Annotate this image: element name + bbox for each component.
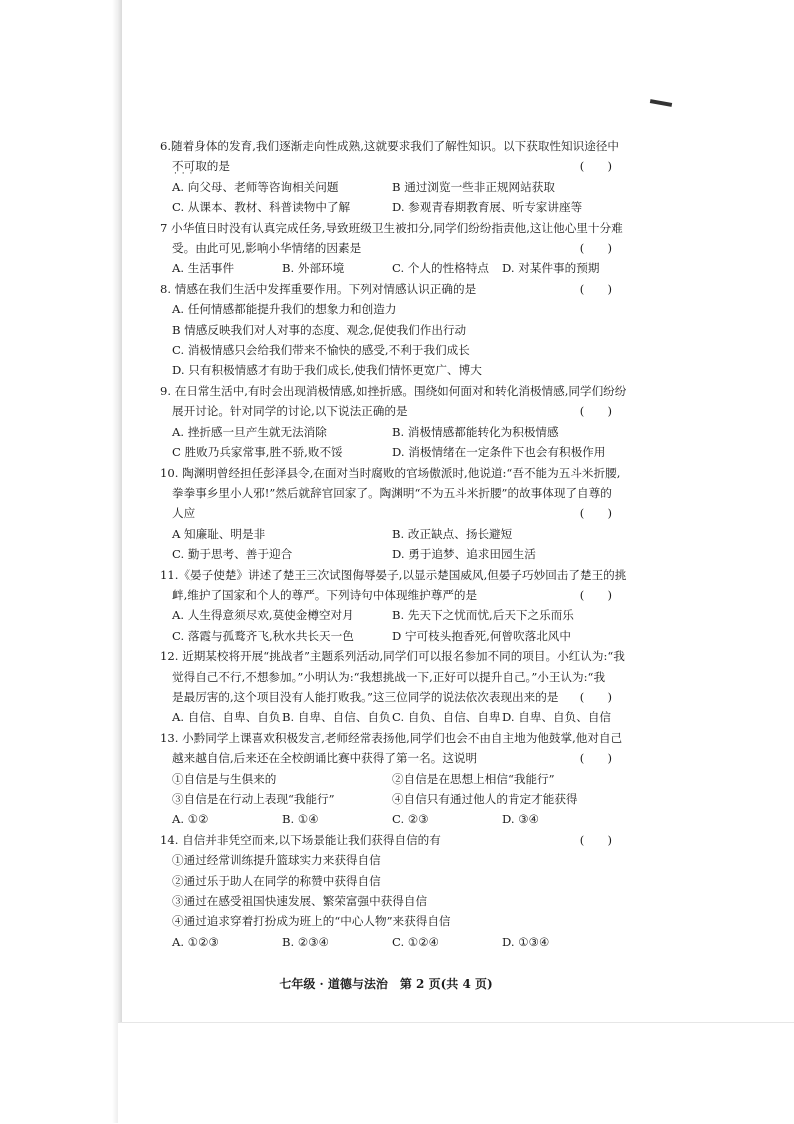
answer-option[interactable]: C. 个人的性格特点 <box>392 261 489 276</box>
answer-option[interactable]: C 胜败乃兵家常事,胜不骄,败不馁 <box>172 445 343 460</box>
answer-blank[interactable]: ( ) <box>579 281 612 296</box>
question-10 <box>160 463 621 565</box>
answer-option[interactable]: D. 对某件事的预期 <box>502 261 600 276</box>
question-stem-line <box>160 646 625 666</box>
answer-blank[interactable]: ( ) <box>579 159 612 174</box>
option-row <box>160 299 612 319</box>
answer-option[interactable]: A. 自信、自卑、自负 <box>172 710 281 725</box>
question-13 <box>160 728 623 830</box>
answer-option[interactable]: D 宁可枝头抱香死,何曾吹落北风中 <box>392 628 571 643</box>
answer-blank[interactable]: ( ) <box>579 404 612 419</box>
question-14 <box>160 830 612 952</box>
option-row <box>160 707 612 727</box>
statement-item: ③自信是在行动上表现“我能行” <box>172 792 335 806</box>
question-stem-text: 9. 在日常生活中,有时会出现消极情感,如挫折感。围绕如何面对和转化消极情感,同学们纷纷 <box>160 383 627 398</box>
statement-row <box>160 891 612 911</box>
option-row <box>160 258 612 278</box>
option-row <box>160 422 612 442</box>
statement-item: ④通过追求穿着打扮成为班上的“中心人物”来获得自信 <box>172 914 451 929</box>
answer-option[interactable]: A. ①②③ <box>172 934 219 949</box>
scan-mark <box>650 99 672 107</box>
answer-option[interactable]: D. 只有积极情感才有助于我们成长,使我们情怀更宽广、博大 <box>172 363 482 378</box>
option-row <box>160 442 612 462</box>
statement-row <box>160 850 612 870</box>
statement-item: ②通过乐于助人在同学的称赞中获得自信 <box>172 873 381 888</box>
question-stem-line <box>160 381 627 401</box>
question-stem-text: 11.《晏子使楚》讲述了楚王三次试图侮辱晏子,以显示楚国威风,但晏子巧妙回击了楚王的挑 <box>160 567 627 582</box>
answer-option[interactable]: C. 消极情感只会给我们带来不愉快的感受,不利于我们成长 <box>172 343 470 358</box>
statement-item: ④自信只有通过他人的肯定才能获得 <box>392 792 578 806</box>
question-stem-text: 展开讨论。针对同学的讨论,以下说法正确的是 <box>172 404 408 419</box>
option-row <box>160 605 612 625</box>
question-stem-text: 人应 <box>172 506 196 521</box>
answer-option[interactable]: B. 先天下之忧而忧,后天下之乐而乐 <box>392 608 574 623</box>
answer-option[interactable]: A 知廉耻、明是非 <box>172 526 266 541</box>
question-stem-text: 13. 小黔同学上课喜欢积极发言,老师经常表扬他,同学们也会不由自主地为他鼓掌,他对自己 <box>160 730 623 745</box>
question-9 <box>160 381 627 463</box>
question-stem-text: 7 小华值日时没有认真完成任务,导致班级卫生被扣分,同学们纷纷指责他,这让他心里十分难 <box>160 220 623 235</box>
option-row <box>160 809 612 829</box>
answer-option[interactable]: A. ①② <box>172 812 209 827</box>
scan-bottom-margin <box>118 1022 794 1124</box>
question-stem-line <box>160 401 612 421</box>
option-row <box>160 340 612 360</box>
question-stem-text: 不可取的是 · · · <box>172 159 230 173</box>
question-stem-line <box>160 667 612 687</box>
question-stem-line <box>160 503 612 523</box>
statement-row <box>160 769 612 789</box>
page-footer: 七年级 · 道德与法治 第 2 页(共 4 页) <box>279 977 493 991</box>
answer-option[interactable]: B. ①④ <box>282 812 319 827</box>
question-stem-line <box>160 830 612 850</box>
option-row <box>160 320 612 340</box>
question-stem-line <box>160 748 612 768</box>
statement-row <box>160 871 612 891</box>
option-row <box>160 177 612 197</box>
answer-option[interactable]: B. 外部环境 <box>282 261 345 276</box>
answer-option[interactable]: D. 参观青春期教育展、听专家讲座等 <box>392 200 583 215</box>
answer-option[interactable]: B 通过浏览一些非正规网站获取 <box>392 179 555 194</box>
question-stem-line <box>160 728 623 748</box>
question-stem-text: 衅,维护了国家和个人的尊严。下列诗句中体现维护尊严的是 <box>172 587 478 602</box>
answer-blank[interactable]: ( ) <box>579 832 612 847</box>
question-11 <box>160 565 627 647</box>
answer-option[interactable]: B. 改正缺点、扬长避短 <box>392 526 513 541</box>
question-stem-line <box>160 565 627 585</box>
question-stem-line <box>160 156 612 176</box>
question-stem-line <box>160 279 612 299</box>
question-stem-line <box>160 585 612 605</box>
option-row <box>160 360 612 380</box>
statement-row <box>160 789 612 809</box>
answer-blank[interactable]: ( ) <box>579 689 612 704</box>
question-stem-text: 拳拳事乡里小人邪!”然后就辞官回家了。陶渊明“不为五斗米折腰”的故事体现了自尊的 <box>172 485 612 500</box>
question-stem-text: 6.随着身体的发育,我们逐渐走向性成熟,这就要求我们了解性知识。以下获取性知识途径中 <box>160 139 619 153</box>
question-stem-line <box>160 687 612 707</box>
answer-option[interactable]: A. 向父母、老师等咨询相关问题 <box>172 179 339 194</box>
option-row <box>160 544 612 564</box>
option-row <box>160 524 612 544</box>
statement-item: ③通过在感受祖国快速发展、繁荣富强中获得自信 <box>172 894 428 909</box>
answer-option[interactable]: C. ②③ <box>392 812 429 827</box>
answer-option[interactable]: D. ①③④ <box>502 934 550 949</box>
question-stem-text: 是最厉害的,这个项目没有人能打败我。”这三位同学的说法依次表现出来的是 <box>172 689 559 704</box>
question-stem-line <box>160 463 621 483</box>
answer-option[interactable]: D. ③④ <box>502 812 540 827</box>
question-8 <box>160 279 612 381</box>
question-stem-line <box>160 218 623 238</box>
answer-option[interactable]: B. ②③④ <box>282 934 330 949</box>
answer-option[interactable]: D. 勇于追梦、追求田园生活 <box>392 547 536 562</box>
question-sheet <box>160 136 627 952</box>
answer-option[interactable]: C. ①②④ <box>392 934 440 949</box>
answer-option[interactable]: C. 勤于思考、善于迎合 <box>172 547 293 562</box>
question-stem-line <box>160 238 612 258</box>
statement-item: ①自信是与生俱来的 <box>172 771 277 786</box>
answer-option[interactable]: A. 人生得意须尽欢,莫使金樽空对月 <box>172 608 354 623</box>
answer-option[interactable]: B. 消极情感都能转化为积极情感 <box>392 424 559 439</box>
question-12 <box>160 646 625 728</box>
answer-blank[interactable]: ( ) <box>579 506 612 521</box>
option-row <box>160 626 612 646</box>
answer-blank[interactable]: ( ) <box>579 751 612 766</box>
answer-option[interactable]: C. 落霞与孤鹜齐飞,秋水共长天一色 <box>172 628 354 643</box>
answer-option[interactable]: D. 消极情绪在一定条件下也会有积极作用 <box>392 445 606 460</box>
answer-option[interactable]: C. 从课本、教材、科普读物中了解 <box>172 200 351 215</box>
question-stem-text: 14. 自信并非凭空而来,以下场景能让我们获得自信的有 <box>160 832 441 847</box>
question-stem-text: 12. 近期某校将开展“挑战者”主题系列活动,同学们可以报名参加不同的项目。小红认为:“我 <box>160 649 625 664</box>
answer-option[interactable]: B. 自卑、自信、自负 <box>282 710 391 725</box>
question-stem-line <box>160 136 619 156</box>
question-stem-text: 8. 情感在我们生活中发挥重要作用。下列对情感认识正确的是 <box>160 281 477 296</box>
statement-row <box>160 911 612 931</box>
answer-option[interactable]: B 情感反映我们对人对事的态度、观念,促使我们作出行动 <box>172 322 467 337</box>
question-stem-text: 受。由此可见,影响小华情绪的因素是 <box>172 241 362 256</box>
answer-option[interactable]: D. 自卑、自负、自信 <box>502 710 612 725</box>
question-6 <box>160 136 619 218</box>
question-stem-text: 觉得自己不行,不想参加。”小明认为:“我想挑战一下,正好可以提升自己。”小王认为:“我 <box>172 669 606 684</box>
answer-blank[interactable]: ( ) <box>579 587 612 602</box>
statement-item: ①通过经常训练提升篮球实力来获得自信 <box>172 853 381 868</box>
question-stem-text: 10. 陶渊明曾经担任彭泽县令,在面对当时腐败的官场傲派时,他说道:“吾不能为五斗米折腰, <box>160 465 621 480</box>
answer-option[interactable]: A. 挫折感一旦产生就无法消除 <box>172 424 327 439</box>
scan-left-edge <box>0 0 122 1123</box>
answer-blank[interactable]: ( ) <box>579 241 612 256</box>
question-stem-line <box>160 483 612 503</box>
question-stem-text: 越来越自信,后来还在全校朗诵比赛中获得了第一名。这说明 <box>172 751 478 766</box>
option-row <box>160 932 612 952</box>
answer-option[interactable]: C. 自负、自信、自卑 <box>392 710 501 725</box>
statement-item: ②自信是在思想上相信“我能行” <box>392 771 555 786</box>
question-7 <box>160 218 623 279</box>
answer-option[interactable]: A. 任何情感都能提升我们的想象力和创造力 <box>172 302 397 317</box>
answer-option[interactable]: A. 生活事件 <box>172 261 235 276</box>
option-row <box>160 197 612 217</box>
